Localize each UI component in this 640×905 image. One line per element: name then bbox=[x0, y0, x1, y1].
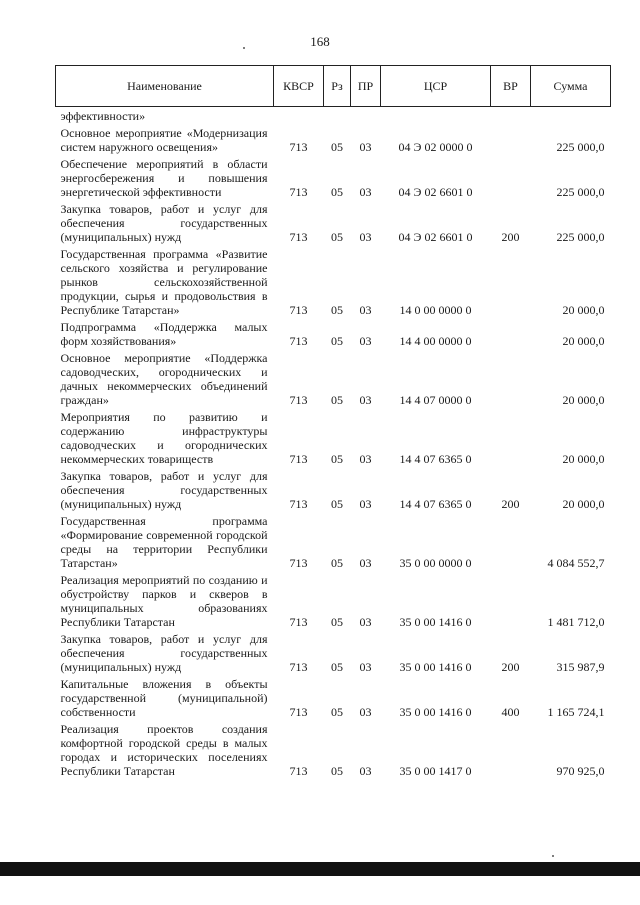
cell-vr bbox=[491, 571, 531, 630]
scan-speck bbox=[243, 47, 245, 49]
cell-kvsr: 713 bbox=[289, 615, 308, 629]
budget-table bbox=[55, 65, 611, 779]
table-row bbox=[56, 349, 611, 408]
cell-vr bbox=[491, 408, 531, 467]
cell-sum: 4 084 552,7 bbox=[547, 556, 605, 570]
cell-sum: 20 000,0 bbox=[562, 303, 605, 317]
cell-sum: 20 000,0 bbox=[562, 497, 605, 511]
cell-name: Основное мероприятие «Поддержка садоводческих, огороднических и дачных некоммерческих объединений граждан» bbox=[60, 351, 268, 407]
table-row bbox=[56, 107, 611, 125]
cell-pr: 03 bbox=[359, 140, 372, 154]
cell-rz: 05 bbox=[331, 615, 343, 629]
header-sum: Сумма bbox=[531, 66, 611, 107]
header-name: Наименование bbox=[56, 66, 274, 107]
cell-rz: 05 bbox=[331, 660, 343, 674]
cell-kvsr: 713 bbox=[289, 230, 308, 244]
cell-kvsr: 713 bbox=[289, 303, 308, 317]
cell-rz: 05 bbox=[331, 393, 343, 407]
cell-vr bbox=[491, 245, 531, 318]
cell-csr: 14 4 07 6365 0 bbox=[399, 497, 472, 511]
cell-vr: 200 bbox=[501, 660, 520, 674]
cell-rz: 05 bbox=[331, 764, 343, 778]
cell-csr: 35 0 00 1417 0 bbox=[399, 764, 472, 778]
cell-kvsr: 713 bbox=[289, 497, 308, 511]
cell-sum bbox=[531, 107, 611, 125]
cell-name: Подпрограмма «Поддержка малых форм хозяйствования» bbox=[60, 320, 268, 348]
cell-rz: 05 bbox=[331, 230, 343, 244]
cell-rz: 05 bbox=[331, 334, 343, 348]
cell-pr: 03 bbox=[359, 393, 372, 407]
cell-pr: 03 bbox=[359, 556, 372, 570]
cell-rz: 05 bbox=[331, 556, 343, 570]
cell-csr: 14 0 00 0000 0 bbox=[399, 303, 472, 317]
table-row bbox=[56, 720, 611, 779]
table-row bbox=[56, 675, 611, 720]
cell-name: Государственная программа «Формирование современной городской среды на территории Республики Татарстан» bbox=[60, 514, 268, 570]
table-header bbox=[56, 66, 611, 107]
table-row bbox=[56, 512, 611, 571]
header-rz: Рз bbox=[324, 66, 351, 107]
cell-sum: 1 165 724,1 bbox=[547, 705, 605, 719]
cell-kvsr: 713 bbox=[289, 334, 308, 348]
cell-vr bbox=[491, 349, 531, 408]
cell-name: Обеспечение мероприятий в области энергосбережения и повышения энергетической эффективности bbox=[60, 157, 268, 199]
table-row bbox=[56, 467, 611, 512]
cell-kvsr: 713 bbox=[289, 556, 308, 570]
cell-rz: 05 bbox=[331, 497, 343, 511]
cell-kvsr: 713 bbox=[289, 452, 308, 466]
cell-pr: 03 bbox=[359, 705, 372, 719]
header-pr: ПР bbox=[351, 66, 381, 107]
cell-pr: 03 bbox=[359, 185, 372, 199]
cell-sum: 970 925,0 bbox=[556, 764, 605, 778]
scan-speck bbox=[552, 855, 554, 857]
cell-name: Закупка товаров, работ и услуг для обеспечения государственных (муниципальных) нужд bbox=[60, 469, 268, 511]
table-row bbox=[56, 571, 611, 630]
table-row bbox=[56, 318, 611, 349]
table-row bbox=[56, 245, 611, 318]
cell-sum: 225 000,0 bbox=[556, 140, 605, 154]
cell-pr: 03 bbox=[359, 452, 372, 466]
table-row bbox=[56, 408, 611, 467]
cell-csr: 35 0 00 1416 0 bbox=[399, 660, 472, 674]
cell-sum: 20 000,0 bbox=[562, 452, 605, 466]
cell-kvsr: 713 bbox=[289, 140, 308, 154]
cell-pr: 03 bbox=[359, 230, 372, 244]
cell-vr bbox=[491, 107, 531, 125]
cell-csr: 04 Э 02 0000 0 bbox=[398, 140, 473, 154]
cell-kvsr: 713 bbox=[289, 393, 308, 407]
cell-kvsr: 713 bbox=[289, 764, 308, 778]
cell-vr: 200 bbox=[501, 230, 520, 244]
page-number: 168 bbox=[310, 34, 330, 49]
cell-kvsr: 713 bbox=[289, 705, 308, 719]
cell-name: Реализация мероприятий по созданию и обустройству парков и скверов в муниципальных образованиях Республики Татарстан bbox=[60, 573, 268, 629]
cell-kvsr: 713 bbox=[289, 185, 308, 199]
header-vr: ВР bbox=[491, 66, 531, 107]
cell-name: Государственная программа «Развитие сельского хозяйства и регулирование рынков сельскохозяйственной продукции, сырья и продовольствия в Республике Татарстан» bbox=[60, 247, 268, 317]
cell-name: Закупка товаров, работ и услуг для обеспечения государственных (муниципальных) нужд bbox=[60, 632, 268, 674]
cell-pr: 03 bbox=[359, 660, 372, 674]
cell-vr: 400 bbox=[501, 705, 520, 719]
cell-pr: 03 bbox=[359, 615, 372, 629]
cell-vr: 200 bbox=[501, 497, 520, 511]
cell-sum: 225 000,0 bbox=[556, 185, 605, 199]
cell-pr: 03 bbox=[359, 497, 372, 511]
cell-rz: 05 bbox=[331, 452, 343, 466]
cell-vr bbox=[491, 512, 531, 571]
cell-sum: 20 000,0 bbox=[562, 334, 605, 348]
cell-rz bbox=[324, 107, 351, 125]
table-body bbox=[56, 107, 611, 780]
cell-rz: 05 bbox=[331, 140, 343, 154]
cell-csr: 14 4 07 0000 0 bbox=[399, 393, 472, 407]
cell-name: Мероприятия по развитию и содержанию инфраструктуры садоводческих и огороднических некоммерческих товариществ bbox=[60, 410, 268, 466]
cell-sum: 225 000,0 bbox=[556, 230, 605, 244]
cell-kvsr bbox=[274, 107, 324, 125]
cell-vr bbox=[491, 720, 531, 779]
cell-sum: 20 000,0 bbox=[562, 393, 605, 407]
cell-csr: 35 0 00 1416 0 bbox=[399, 615, 472, 629]
cell-vr bbox=[491, 318, 531, 349]
cell-vr bbox=[491, 124, 531, 155]
cell-csr: 35 0 00 0000 0 bbox=[399, 556, 472, 570]
cell-pr: 03 bbox=[359, 303, 372, 317]
header-csr: ЦСР bbox=[381, 66, 491, 107]
cell-rz: 05 bbox=[331, 705, 343, 719]
cell-sum: 1 481 712,0 bbox=[547, 615, 605, 629]
cell-rz: 05 bbox=[331, 185, 343, 199]
table-row bbox=[56, 630, 611, 675]
cell-name: Капитальные вложения в объекты государственной (муниципальной) собственности bbox=[60, 677, 268, 719]
cell-name: Реализация проектов создания комфортной городской среды в малых городах и исторических поселениях Республики Татарстан bbox=[60, 722, 268, 778]
cell-csr: 35 0 00 1416 0 bbox=[399, 705, 472, 719]
cell-name: Основное мероприятие «Модернизация систем наружного освещения» bbox=[60, 126, 268, 154]
cell-csr bbox=[381, 107, 491, 125]
cell-csr: 04 Э 02 6601 0 bbox=[398, 230, 473, 244]
cell-csr: 14 4 00 0000 0 bbox=[399, 334, 472, 348]
table-row bbox=[56, 155, 611, 200]
cell-pr bbox=[351, 107, 381, 125]
cell-kvsr: 713 bbox=[289, 660, 308, 674]
cell-csr: 04 Э 02 6601 0 bbox=[398, 185, 473, 199]
cell-pr: 03 bbox=[359, 334, 372, 348]
cell-name: Закупка товаров, работ и услуг для обеспечения государственных (муниципальных) нужд bbox=[60, 202, 268, 244]
cell-pr: 03 bbox=[359, 764, 372, 778]
cell-sum: 315 987,9 bbox=[556, 660, 605, 674]
table-row bbox=[56, 124, 611, 155]
scan-border-bar bbox=[0, 862, 640, 876]
cell-name: эффективности» bbox=[60, 109, 146, 123]
cell-csr: 14 4 07 6365 0 bbox=[399, 452, 472, 466]
cell-vr bbox=[491, 155, 531, 200]
table-row bbox=[56, 200, 611, 245]
cell-rz: 05 bbox=[331, 303, 343, 317]
header-kvsr: КВСР bbox=[274, 66, 324, 107]
